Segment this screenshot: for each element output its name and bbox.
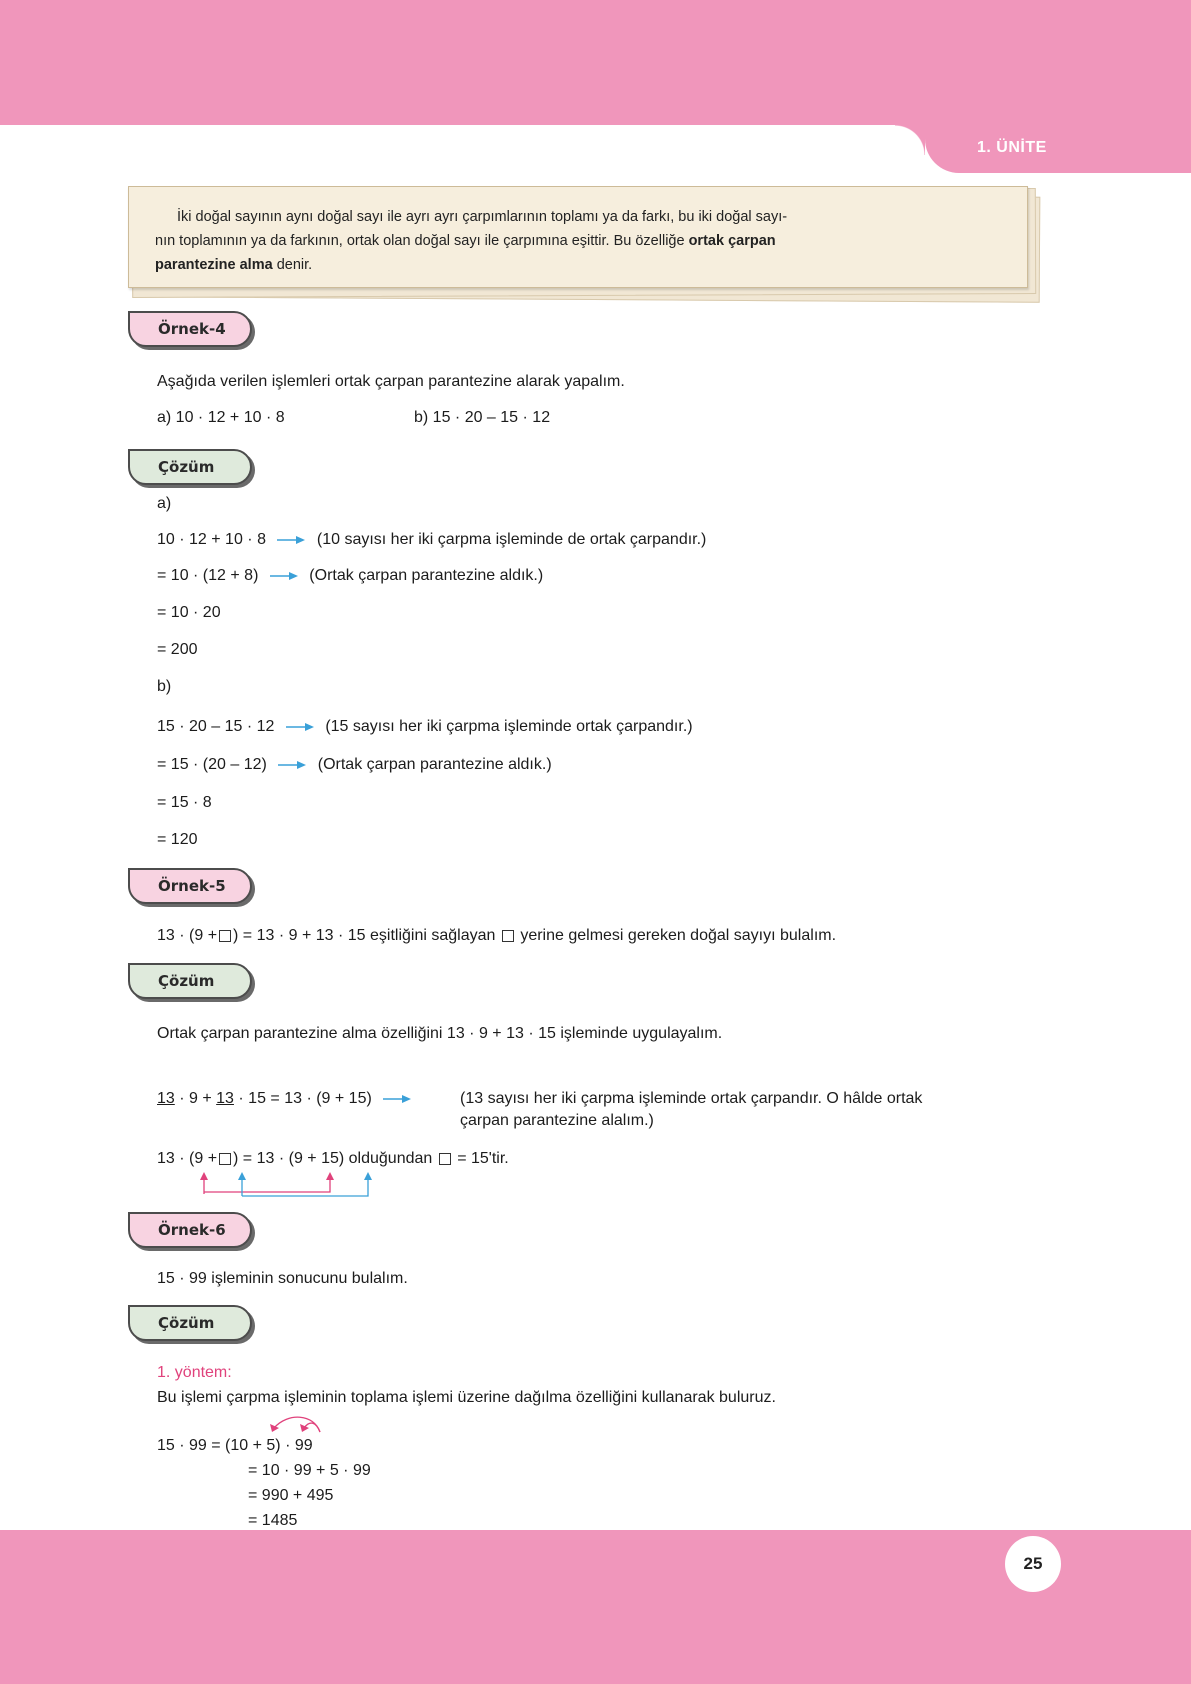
arrow-right-icon [277, 760, 307, 770]
blank-box-icon [502, 930, 514, 942]
top-band [0, 0, 1191, 125]
solution-line: = 120 [157, 831, 198, 848]
example-4-item-b: b) 15 · 20 – 15 · 12 [414, 409, 551, 426]
blank-box-icon [439, 1153, 451, 1165]
unit-label: 1. ÜNİTE [977, 139, 1047, 156]
example-4-item-a: a) 10 · 12 + 10 · 8 [157, 409, 285, 426]
method-title: 1. yöntem: [157, 1364, 232, 1381]
solution-line: = 200 [157, 641, 198, 658]
solution-equation: 13 · 9 + 13 · 15 = 13 · (9 + 15) [157, 1089, 418, 1109]
definition-note [128, 186, 1040, 298]
blank-box-icon [219, 930, 231, 942]
solution-label: Çözüm [128, 1305, 252, 1341]
solution-a-head: a) [157, 495, 172, 512]
example-5-label: Örnek-5 [128, 868, 252, 904]
example-5-question: 13 · (9 + ) = 13 · 9 + 13 · 15 eşitliğini sağlayan yerine gelmesi gereken doğal sayıyı bulalım. [157, 927, 837, 944]
matching-arrows-diagram [190, 1170, 380, 1200]
solution-line: 15 · 99 = (10 + 5) · 99 [157, 1437, 313, 1454]
example-4-prompt: Aşağıda verilen işlemleri ortak çarpan parantezine alarak yapalım. [157, 373, 625, 390]
solution-equation-note: (13 sayısı her iki çarpma işleminde ortak çarpandır. O hâlde ortak [460, 1090, 923, 1107]
solution-line: = 990 + 495 [248, 1487, 334, 1504]
example-6-prompt: 15 · 99 işleminin sonucunu bulalım. [157, 1270, 408, 1287]
arrow-right-icon [285, 722, 315, 732]
solution-intro: Ortak çarpan parantezine alma özelliğini 13 · 9 + 13 · 15 işleminde uygulayalım. [157, 1025, 723, 1042]
solution-line: = 1485 [248, 1512, 298, 1529]
solution-label: Çözüm [128, 963, 252, 999]
solution-equation-note: çarpan parantezine alalım.) [460, 1112, 654, 1129]
solution-line: = 10 · 99 + 5 · 99 [248, 1462, 371, 1479]
blank-box-icon [219, 1153, 231, 1165]
example-4-label: Örnek-4 [128, 311, 252, 347]
arrow-right-icon [276, 535, 306, 545]
method-description: Bu işlemi çarpma işleminin toplama işlemi üzerine dağılma özelliğini kullanarak buluruz. [157, 1389, 776, 1406]
solution-line: = 10 · 20 [157, 604, 221, 621]
solution-line: = 10 · (12 + 8) (Ortak çarpan parantezine aldık.) [157, 567, 544, 584]
example-6-label: Örnek-6 [128, 1212, 252, 1248]
definition-text: İki doğal sayının aynı doğal sayı ile ayrı ayrı çarpımlarının toplamı ya da farkı, bu iki doğal sayı- nın toplamının ya da farkının, ortak olan doğal sayı ile çarpımına eşittir. Bu özelliğe ortak çarpan parantezine alma denir. [155, 209, 788, 273]
page-number: 25 [1005, 1536, 1061, 1592]
solution-line: = 15 · (20 – 12) (Ortak çarpan parantezine aldık.) [157, 756, 552, 773]
solution-b-head: b) [157, 678, 172, 695]
solution-label: Çözüm [128, 449, 252, 485]
solution-line: = 15 · 8 [157, 794, 212, 811]
arrow-right-icon [382, 1094, 412, 1104]
solution-line: 15 · 20 – 15 · 12 (15 sayısı her iki çarpma işleminde ortak çarpandır.) [157, 718, 693, 735]
solution-line: 10 · 12 + 10 · 8 (10 sayısı her iki çarpma işleminde de ortak çarpandır.) [157, 531, 707, 548]
distribution-arrows-diagram [258, 1410, 338, 1434]
solution-result: 13 · (9 + ) = 13 · (9 + 15) olduğundan = 15'tir. [157, 1150, 509, 1167]
arrow-right-icon [269, 571, 299, 581]
unit-tab [925, 125, 1191, 173]
